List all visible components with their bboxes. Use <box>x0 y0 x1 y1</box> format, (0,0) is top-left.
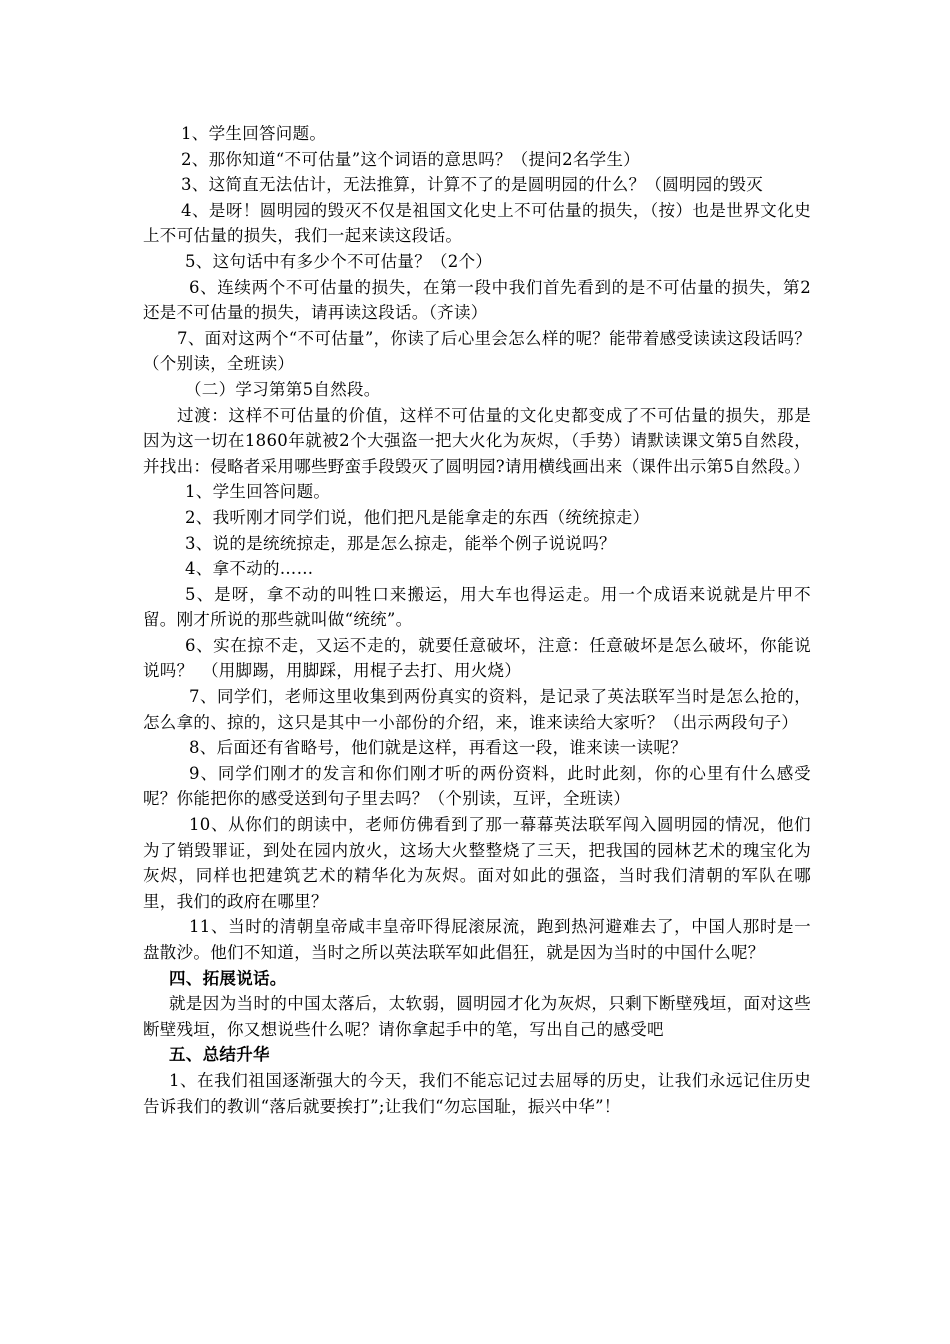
paragraph: 3、说的是统统掠走，那是怎么掠走，能举个例子说说吗？ <box>185 533 616 553</box>
paragraph: 过渡：这样不可估量的价值，这样不可估量的文化史都变成了不可估量的损失，那是因为这一切在1860年就被2个大强盗一把大火化为灰烬，（手势）请默读课文第5自然段，并找出：侵略者采用哪些野蛮手段毁灭了圆明园?请用横线画出来（课件出示第5自然段。） <box>143 405 811 476</box>
paragraph: 4、是呀！圆明园的毁灭不仅是祖国文化史上不可估量的损失，（按）也是世界文化史上不可估量的损失，我们一起来读这段话。 <box>143 200 811 246</box>
paragraph: 5、是呀，拿不动的叫牲口来搬运，用大车也得运走。用一个成语来说就是片甲不留。刚才所说的那些就叫做“统统”。 <box>143 584 811 630</box>
paragraph: 6、连续两个不可估量的损失，在第一段中我们首先看到的是不可估量的损失，第2还是不可估量的损失，请再读这段话。（齐读） <box>143 277 811 323</box>
paragraph: 就是因为当时的中国太落后，太软弱，圆明园才化为灰烬，只剩下断壁残垣，面对这些断壁残垣，你又想说些什么呢？请你拿起手中的笔，写出自己的感受吧 <box>143 994 811 1039</box>
lesson-plan-body <box>143 121 811 1119</box>
paragraph: 2、那你知道“不可估量”这个词语的意思吗？（提问2名学生） <box>181 149 641 169</box>
paragraph: 2、我听刚才同学们说，他们把凡是能拿走的东西（统统掠走） <box>185 507 650 527</box>
paragraph: 4、拿不动的…… <box>185 559 314 579</box>
paragraph: 7、面对这两个“不可估量”，你读了后心里会怎么样的呢？能带着感受读读这段话吗？（个别读，全班读） <box>143 328 811 374</box>
paragraph: 5、这句话中有多少个不可估量？（2个） <box>185 251 493 271</box>
section-heading: 四、拓展说话。 <box>169 968 287 988</box>
paragraph: 1、在我们祖国逐渐强大的今天，我们不能忘记过去屈辱的历史，让我们永远记住历史告诉我们的教训“落后就要挨打”;让我们“勿忘国耻，振兴中华”！ <box>143 1070 811 1116</box>
paragraph: 8、后面还有省略号，他们就是这样，再看这一段，谁来读一读呢？ <box>189 738 687 758</box>
section-heading: 五、总结升华 <box>169 1045 270 1065</box>
paragraph: 10、从你们的朗读中，老师仿佛看到了那一幕幕英法联军闯入圆明园的情况，他们为了销毁罪证，到处在园内放火，这场大火整整烧了三天，把我国的园林艺术的瑰宝化为灰烬，同样也把建筑艺术的精华化为灰烬。面对如此的强盗，当时我们清朝的军队在哪里，我们的政府在哪里？ <box>143 815 811 911</box>
paragraph: 9、同学们刚才的发言和你们刚才听的两份资料，此时此刻，你的心里有什么感受呢？你能把你的感受送到句子里去吗？（个别读，互评，全班读） <box>143 763 811 809</box>
paragraph: 3、这简直无法估计，无法推算，计算不了的是圆明园的什么？（圆明园的毁灭 <box>181 175 763 195</box>
paragraph: 1、学生回答问题。 <box>181 124 327 143</box>
paragraph: 1、学生回答问题。 <box>185 482 331 502</box>
paragraph: 11、当时的清朝皇帝咸丰皇帝吓得屁滚尿流，跑到热河避难去了，中国人那时是一盘散沙。他们不知道，当时之所以英法联军如此倡狂，就是因为当时的中国什么呢？ <box>143 917 811 962</box>
paragraph: （二）学习第第5自然段。 <box>185 379 381 399</box>
paragraph: 6、实在掠不走，又运不走的，就要任意破坏，注意：任意破坏是怎么破坏，你能说说吗？ （用脚踢，用脚踩，用棍子去打、用火烧） <box>143 635 811 681</box>
paragraph: 7、同学们，老师这里收集到两份真实的资料，是记录了英法联军当时是怎么抢的，怎么拿的、掠的，这只是其中一小部份的介绍，来，谁来读给大家听？（出示两段句子） <box>143 687 811 732</box>
